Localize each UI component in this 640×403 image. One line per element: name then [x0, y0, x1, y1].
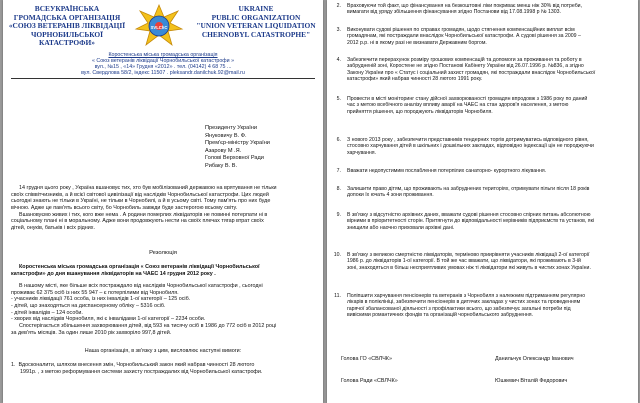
letterhead-line: CHERNOBYL CATASTROPHE" [201, 29, 311, 39]
text-line: соціальному плані ні в моральному. Адже вони продовжують нести на своїх плечах тягар втрат своїх [11, 218, 264, 225]
resolution-intro [11, 264, 315, 277]
addressee-block [205, 125, 320, 171]
item-text [347, 96, 633, 115]
letterhead-line: UKRAINE [238, 4, 274, 13]
text-line: харчування. [347, 149, 377, 156]
text-line: забрудненій зоні, Коростене не згідно Постанові Кабінету України від 26.07.1996 р. №836, а згідно [347, 63, 584, 70]
text-line: знищили або наочно приховали архівні дані. [347, 224, 455, 231]
text-line [11, 362, 315, 369]
demand-item-2 [333, 3, 633, 16]
text-line: Враховуючи той факт, що фінансування на безкоштовні ліки покриває менш ніж 30% від потреби, [347, 3, 583, 9]
demand-item-4 [333, 57, 633, 83]
item-number: 2. [336, 3, 341, 9]
organization-logo-icon [134, 3, 184, 47]
addressee-line: Президенту України [205, 125, 257, 131]
text-line: час з метою всебічного аналізу впливу аварії на ЧАЕС на стан здоров'я населення, з метою [347, 102, 569, 109]
text-line: лікарів в поліклініці, забезпечити пенсіонерів в дитячих закладах у чистих зонах та проведенням [347, 299, 581, 306]
item-number: 3. [336, 27, 341, 33]
demand-item-5 [333, 96, 633, 115]
statistics-paragraph [11, 283, 315, 336]
letterhead-divider [11, 78, 315, 79]
signature-role: Голова Ради «СВЛЧК» [341, 378, 398, 384]
text-line: В зв'язку з великою смертністю ліквідаторів, терміново приирівняти учасників ліквідації 2-ої категорії [347, 252, 590, 258]
text-line: катастрофи» до дня вшанування ліквідаторів на ЧАЕС 14 грудня 2012 року . [11, 270, 216, 277]
text-line: сьогодні знають не тільки в Україні, не тільки в Чорнобилі, а й в усьому світі. Тому пам'ять про них буде [11, 198, 271, 205]
signature-name: Юшкевич Віталій Федорович [495, 378, 568, 384]
addressee-line: Азарову М .Я. [205, 147, 242, 154]
item-text [347, 137, 633, 156]
demand-item-7 [333, 168, 633, 174]
item-number: 8. [336, 186, 341, 192]
text-line: прийняття рішення, що породжують ліквідаторів Чорнобиля. [347, 108, 493, 115]
letterhead-line: "UNION VETERAN LIQUIDATION [196, 21, 316, 30]
letterhead-line: PUBLIC ORGANIZATION [211, 12, 301, 22]
addressee-line: Януковичу В. Ф. [205, 132, 247, 139]
letterhead-line: ВСЕУКРАЇНСЬКА [34, 4, 100, 13]
item-number: 10. [333, 252, 341, 258]
item-text [347, 186, 633, 199]
document-page-right [327, 0, 638, 403]
text-line: - дітей інвалідів – 124 особи. [11, 309, 83, 316]
org-name-line: « Союз ветеранів ліквідації Чорнобильської катастрофи » [91, 58, 235, 64]
logo-text: SVLChC [150, 25, 168, 30]
text-line: В нашому місті, яке більше всіх постраждало від наслідків Чорнобильської катастрофи , сьогодні [19, 283, 263, 289]
text-line: своїх співвітчизників, а й всієї світової цивілізації від наслідків Чорнобильської катастрофи. Цих людей [11, 191, 269, 198]
text-line: Залишити право дітям, що проживають на забруднених територіях, отримувати пільги після 18 років [347, 186, 590, 192]
demand-item-9 [333, 212, 633, 231]
item-text [347, 168, 633, 174]
org-contact-line: вул., №15 , «14» Грудня «2012» . тел. (04142) 4 68 75 ... [94, 64, 232, 70]
addressee-line: Прем'єр-міністру України [205, 140, 270, 147]
demand-item-11 [333, 293, 633, 319]
letterhead-ukrainian [8, 5, 126, 48]
text-line: Спостерігається збільшення захворювання дітей, від 593 на тисячу осіб в 1986 до 772 осіб в 2012 році [19, 322, 277, 329]
demands-intro: Наша організація, в зв'язку з цим, висловлює наступні вимоги: [84, 348, 242, 354]
item-number: 9. [336, 212, 341, 218]
letterhead-line: ЧОРНОБИЛЬСЬКОЇ [30, 29, 104, 39]
item-number: 7. [336, 168, 341, 174]
item-text [347, 293, 633, 319]
item-number: 4. [336, 57, 341, 63]
text-line: вимагати від уряду збільшення фінансування згідно Постанови від 17.08.1998 р № 1303. [347, 9, 561, 16]
text-line: В зв'язку з відсутністю архівних даних, вважати судові рішення стосовно спірних питань абсолютною [347, 212, 591, 218]
text-line: З нового 2013 року , забезпечити представників тендерних торгів дотримуватись відповідного рівня, [347, 137, 589, 143]
demand-item-3 [333, 27, 633, 46]
signature-role: Голова ГО «СВЛЧК» [341, 356, 392, 362]
text-line: вічною. Адже це пам'ять всього світу, бо Чорнобиль завжди буде застерогою всьому світу. [11, 204, 238, 211]
text-line: 2012 р.р. ні в якому разі не визнавати Державним боргом. [347, 39, 487, 46]
item-number: 11. [334, 293, 341, 299]
text-line: Закону України про « Статус і соціальний захист громадян, які постраждали внаслідок Чорнобильської [347, 69, 596, 76]
demand-item-8 [333, 186, 633, 199]
text-line: Забезпечити перерахунок розміру грошових компенсацій та допомоги за проживання та роботу в [347, 57, 582, 63]
text-line: вивіскими романтичних фондів та організацій чорнобильського забруднення. [347, 312, 533, 319]
item-text [347, 27, 633, 46]
demand-item-1 [11, 362, 315, 375]
text-line: Виконувати судові рішення по справах громадян, щодо стягнення компенсаційних виплат всім [347, 27, 575, 33]
text-line: - хворих від наслідків Чорнобиля, які є інвалідами 1-ої категорії – 2234 особи. [11, 316, 206, 323]
letterhead-line: «СОЮЗ ВЕТЕРАНІВ ЛІКВІДАЦІЇ [8, 21, 126, 30]
text-line: вірними в пріоритетності сторін. Притягнути до відповідальності керівників підприємств та установ, які [347, 218, 595, 225]
addressee-line: Голові Верховної Ради [205, 155, 264, 162]
text-line: гарячої збалансованої діяльності з профілактики всього, що забезпечує загальні потреби під [347, 305, 571, 312]
item-number: 5. [336, 96, 341, 102]
text-line: зоні, знаходяться в більш несприятливих умовах ніж ті ліквідатори які живуть в чистих зонах України. [347, 264, 591, 271]
item-text [347, 212, 633, 231]
demand-item-10 [333, 252, 633, 271]
letterhead-line: КАТАСТРОФИ» [39, 38, 95, 47]
intro-paragraph [11, 185, 315, 232]
text-line: 1991р. , з метою реформування системи захисту постраждалих від Чорнобильської катастрофи. [20, 368, 263, 375]
text-line: стосовно харчування дітей в шкільних і дошкільних закладах, відповідно індексації цін не породжуючи [347, 143, 594, 150]
addressee-line: Рибаку В. В. [205, 162, 238, 169]
text-line: - дітей, що знаходяться на диспансерному обліку – 5316 осіб. [11, 302, 166, 309]
text-line: дітей, онуків, батьків і всіх рідних. [11, 224, 95, 231]
text-line: Вважати недопустимим послаблення потерпілих санаторно- курортного лікування. [347, 168, 547, 174]
text-line: 14 грудня цього року , Україна вшановує тих, хто був мобілізований державою на врятування не тільки [19, 185, 277, 191]
signature-name: Данильчук Олександр Іванович [495, 356, 574, 362]
document-page-left [3, 0, 323, 403]
demand-item-6 [333, 137, 633, 156]
text-line: Вшановуємо живих і тих, кого вже нема . А родини померлих ліквідаторів не повинні потерпати ні в [19, 211, 268, 218]
text-line: - учасників ліквідації 761 особа, із них інвалідів 1-ої категорії – 125 осіб. [11, 296, 191, 303]
text-line: громадянам, які постраждали внаслідок Чорнобильської катастрофи. А судові рішення за 2009 – [347, 33, 581, 40]
item-text [347, 252, 633, 271]
text-line: катастрофи» який набрав чинності 28 лютого 1991 року. [347, 76, 483, 83]
item-number: 1. [11, 362, 16, 368]
item-text: Вдосконалити, шляхом внесення змін, Чорнобильський закон який набрав чинності 28 лютого [18, 362, 255, 368]
org-address-line: вул. Свердлова 58/2, індекс 11507 . pleksandr.danilchuk.92@mail.ru [81, 70, 245, 76]
item-number: 6. [336, 137, 341, 143]
resolution-title: Резолюція [149, 250, 177, 256]
letterhead-line: ГРОМАДСЬКА ОРГАНІЗАЦІЯ [13, 12, 121, 22]
org-name-line: Коростенська міська громадська організація [108, 52, 218, 58]
text-line: за дев'ять місяців. За один лише 2010 рік захворіло 997,8 дітей. [11, 329, 172, 336]
text-line: 1986 р. до ліквідаторів 1-ої категорії. В той же час вважати, що ліквідатори, які проживають в 3-ій [347, 258, 581, 265]
text-line: Коростенська міська громадська організація « Союз ветеранів ліквідації Чорнобильської [19, 264, 260, 270]
text-line: допоки їх ючать 4 зони проживання. [347, 192, 434, 199]
text-line: Поліпшити харчування пенсіонерів та ветеранів з Чорнобиля з належним підтриманням регулярно [347, 293, 586, 299]
item-text [347, 57, 633, 83]
item-text [347, 3, 633, 16]
letterhead-english [193, 5, 319, 39]
text-line: проживає 62 375 осіб із них 55 947 – є потерпілими від Чорнобиля. [11, 289, 179, 296]
text-line: Провести в місті моніторинг стану дійсної захворюваності громадян впродовж з 1986 року по даний [347, 96, 588, 102]
